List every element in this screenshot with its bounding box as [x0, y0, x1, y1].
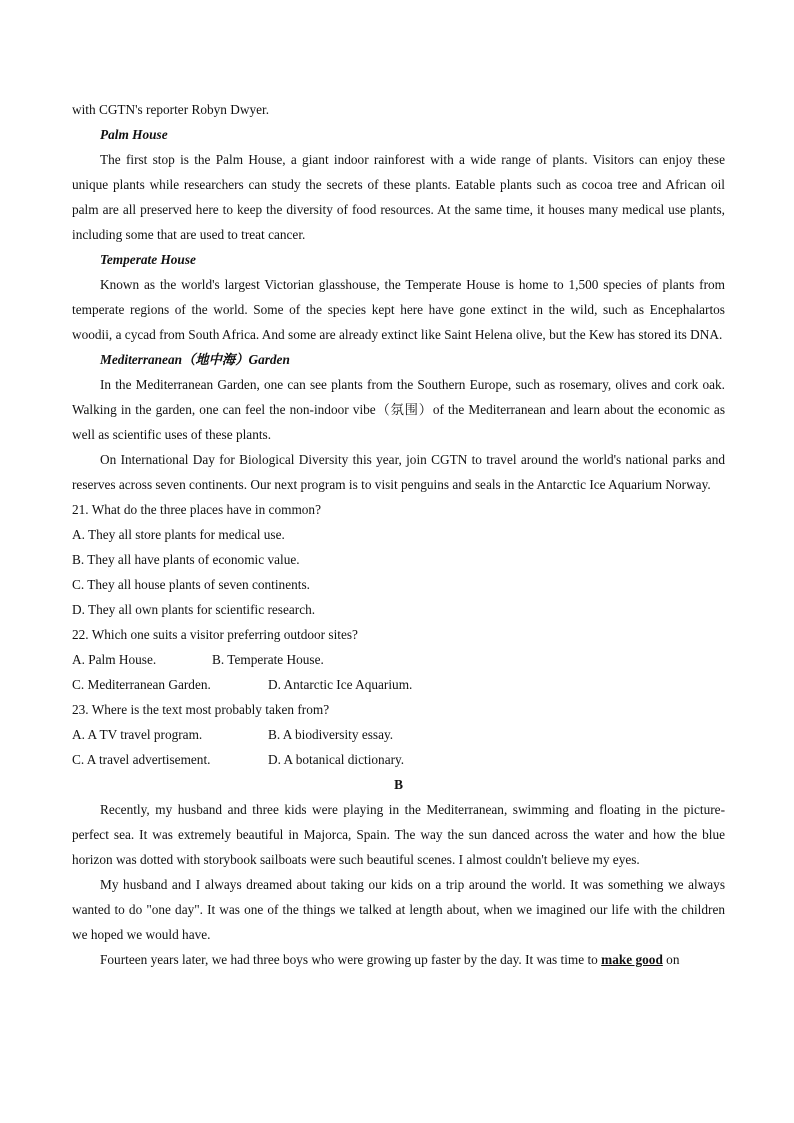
- option-b: B. They all have plants of economic value.: [72, 552, 300, 567]
- question-stem: 22. Which one suits a visitor preferring outdoor sites?: [72, 627, 358, 642]
- emphasized-phrase: make good: [601, 952, 663, 967]
- question-23: [72, 697, 725, 772]
- palm-house-paragraph: The first stop is the Palm House, a giant indoor rainforest with a wide range of plants. Visitors can enjoy these unique plants while researchers can study the secrets of these plants. Eatable plants such as cocoa tree and African oil palm are all preserved here to keep the diversity of food resources. At the same time, it houses many medical use plants, including some that are used to treat cancer.: [72, 152, 725, 242]
- closing-paragraph: On International Day for Biological Diversity this year, join CGTN to travel around the world's national parks and reserves across seven continents. Our next program is to visit penguins and seals in the Antarctic Ice Aquarium Norway.: [72, 452, 725, 492]
- option-row: [72, 722, 725, 747]
- option-c: C. Mediterranean Garden.: [72, 677, 211, 692]
- question-stem: 21. What do the three places have in common?: [72, 502, 321, 517]
- option-d: D. A botanical dictionary.: [268, 752, 405, 767]
- document-page: [72, 97, 725, 972]
- question-stem: 23. Where is the text most probably taken from?: [72, 702, 330, 717]
- option-d: D. They all own plants for scientific research.: [72, 602, 316, 617]
- option-a: A. Palm House.: [72, 652, 157, 667]
- option-c: C. They all house plants of seven continents.: [72, 577, 310, 592]
- paragraph-text: Fourteen years later, we had three boys who were growing up faster by the day. It was time to: [100, 952, 602, 967]
- mediterranean-garden-heading: Mediterranean（地中海）Garden: [100, 352, 290, 367]
- palm-house-heading: Palm House: [100, 127, 168, 142]
- option-b: B. Temperate House.: [212, 652, 324, 667]
- option-c: C. A travel advertisement.: [72, 752, 211, 767]
- section-b-paragraph-2: My husband and I always dreamed about taking our kids on a trip around the world. It was something we always wanted to do "one day". It was one of the things we talked at length about, when we imagined our life with the children we hoped we would have.: [72, 877, 725, 942]
- question-22: [72, 622, 725, 697]
- temperate-house-paragraph: Known as the world's largest Victorian glasshouse, the Temperate House is home to 1,500 species of plants from temperate regions of the world. Some of the species kept here have gone extinct in the wild, such as Encephalartos woodii, a cycad from South Africa. And some are already extinct like Saint Helena olive, but the Kew has stored its DNA.: [72, 277, 725, 342]
- question-21: [72, 497, 725, 622]
- option-d: D. Antarctic Ice Aquarium.: [268, 677, 413, 692]
- option-a: A. They all store plants for medical use.: [72, 527, 285, 542]
- temperate-house-heading: Temperate House: [100, 252, 196, 267]
- paragraph-text: on: [662, 952, 680, 967]
- option-row: [72, 747, 725, 772]
- mediterranean-garden-paragraph: In the Mediterranean Garden, one can see plants from the Southern Europe, such as rosemary, olives and cork oak. Walking in the garden, one can feel the non-indoor vibe（氛围）of the Mediterranean and learn about the economic as well as scientific uses of these plants.: [72, 377, 725, 442]
- section-b-paragraph-1: Recently, my husband and three kids were playing in the Mediterranean, swimming and floating in the picture-perfect sea. It was extremely beautiful in Majorca, Spain. The way the sun danced across the water and how the blue horizon was dotted with storybook sailboats were such beautiful scenes. I almost couldn't believe my eyes.: [72, 802, 725, 867]
- section-b-label: B: [394, 777, 403, 792]
- option-a: A. A TV travel program.: [72, 727, 203, 742]
- intro-tail: with CGTN's reporter Robyn Dwyer.: [72, 102, 270, 117]
- section-b-paragraph-3: [72, 947, 725, 972]
- option-row: [72, 647, 725, 672]
- option-row: [72, 672, 725, 697]
- option-b: B. A biodiversity essay.: [268, 727, 394, 742]
